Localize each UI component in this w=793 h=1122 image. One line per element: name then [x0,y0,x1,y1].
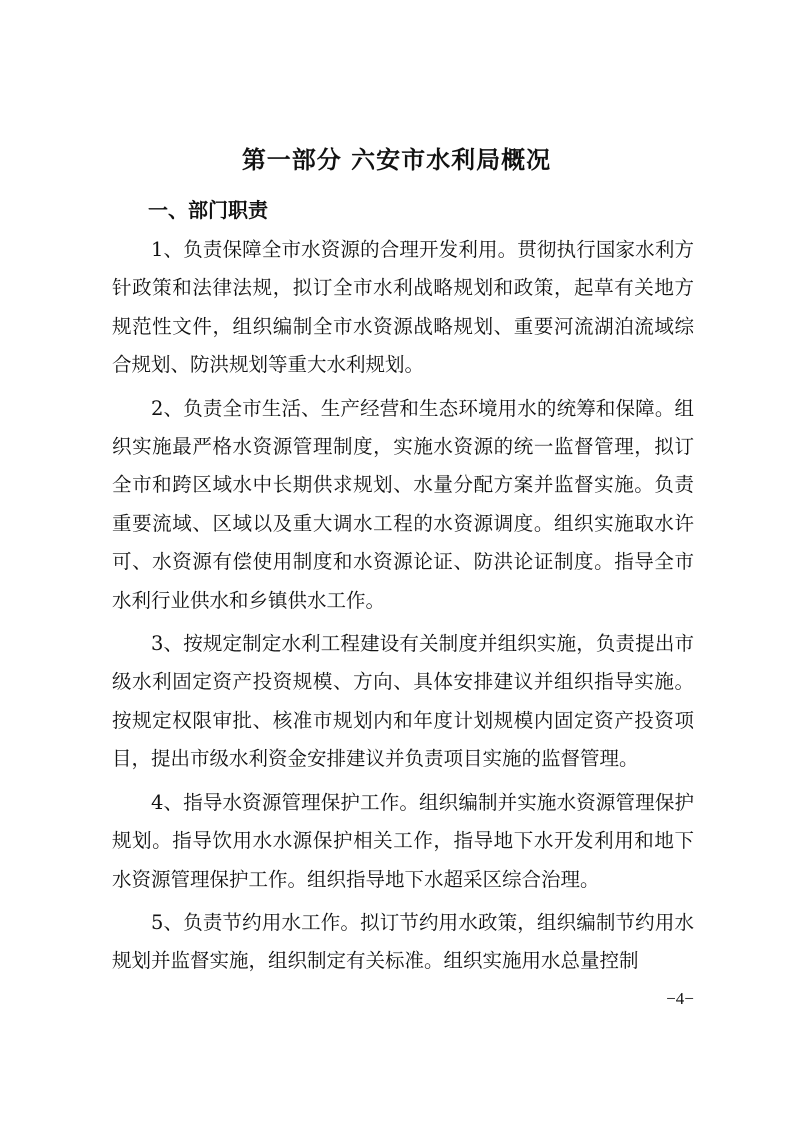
paragraph-duty-4: 4、指导水资源管理保护工作。组织编制并实施水资源管理保护规划。指导饮用水水源保护相关工作，指导地下水开发利用和地下水资源管理保护工作。组织指导地下水超采区综合治理。 [112,790,694,891]
page-number: −4− [666,989,694,1008]
paragraph-duty-3: 3、按规定制定水利工程建设有关制度并组织实施，负责提出市级水利固定资产投资规模、方向、具体安排建议并组织指导实施。按规定权限审批、核准市规划内和年度计划规模内固定资产投资项目，提出市级水利资金安排建议并负责项目实施的监督管理。 [112,632,694,771]
paragraph-duty-2: 2、负责全市生活、生产经营和生态环境用水的统筹和保障。组织实施最严格水资源管理制度，实施水资源的统一监督管理，拟订全市和跨区域水中长期供求规划、水量分配方案并监督实施。负责重要流域、区域以及重大调水工程的水资源调度。组织实施取水许可、水资源有偿使用制度和水资源论证、防洪论证制度。指导全市水利行业供水和乡镇供水工作。 [112,396,694,612]
page-title: 第一部分 六安市水利局概况 [241,146,552,174]
document-body [112,231,694,986]
paragraph-duty-1: 1、负责保障全市水资源的合理开发利用。贯彻执行国家水利方针政策和法律法规，拟订全市水利战略规划和政策，起草有关地方规范性文件，组织编制全市水资源战略规划、重要河流湖泊流域综合规划、防洪规划等重大水利规划。 [112,238,694,377]
section-heading: 一、部门职责 [148,198,268,222]
paragraph-duty-5: 5、负责节约用水工作。拟订节约用水政策，组织编制节约用水规划并监督实施，组织制定有关标准。组织实施用水总量控制 [112,910,694,973]
